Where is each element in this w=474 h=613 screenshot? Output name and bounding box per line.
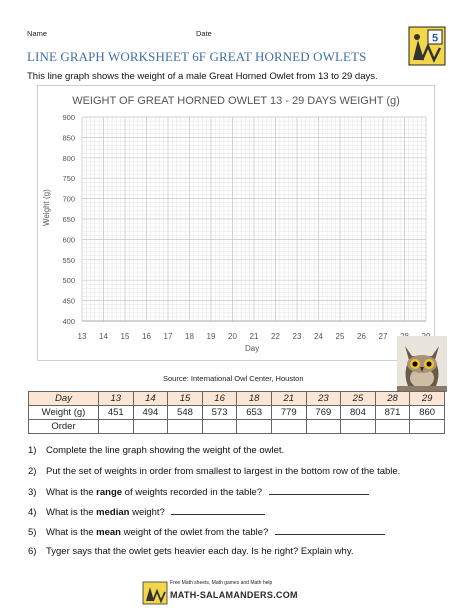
x-tick-label: 18 [185, 332, 194, 341]
y-tick-label: 500 [62, 276, 75, 286]
worksheet-title: LINE GRAPH WORKSHEET 6F GREAT HORNED OWLETS [27, 49, 367, 64]
table-cell-day: 14 [133, 392, 168, 406]
footer-tagline: Free Math sheets, Math games and Math help [170, 580, 273, 586]
x-tick-label: 13 [77, 332, 87, 341]
date-label: Date [196, 29, 212, 38]
logo-number: 5 [431, 32, 439, 45]
table-cell-weight: 494 [133, 406, 168, 420]
table-cell-weight: 451 [99, 406, 134, 420]
question-1: 1) Complete the line graph showing the weight of the owlet. [28, 445, 285, 456]
order-input-cell[interactable] [133, 420, 168, 434]
table-cell-day: 29 [410, 392, 445, 406]
table-cell-day-label: Day [29, 392, 99, 406]
y-tick-label: 400 [62, 317, 75, 326]
question-5: 5) What is the mean weight of the owlet from the table? [28, 526, 385, 538]
table-cell-weight: 860 [410, 406, 445, 420]
y-tick-label: 600 [62, 235, 75, 245]
range-answer-blank[interactable] [269, 486, 369, 495]
question-6: 6) Tyger says that the owlet gets heavier each day. Is he right? Explain why. [28, 546, 354, 557]
table-cell-day: 25 [341, 392, 376, 406]
table-cell-day: 21 [271, 392, 306, 406]
y-tick-label: 650 [62, 215, 75, 224]
x-tick-label: 24 [314, 332, 323, 341]
x-axis-label: Day [245, 344, 260, 353]
order-input-cell[interactable] [410, 420, 445, 434]
table-cell-weight: 804 [341, 406, 376, 420]
order-input-cell[interactable] [341, 420, 376, 434]
table-cell-weight: 779 [271, 406, 306, 420]
intro-text: This line graph shows the weight of a male Great Horned Owlet from 13 to 29 days. [27, 71, 378, 82]
table-cell-weight: 769 [306, 406, 341, 420]
table-cell-weight: 653 [237, 406, 272, 420]
question-2: 2) Put the set of weights in order from smallest to largest in the bottom row of the table. [28, 466, 401, 477]
order-input-cell[interactable] [99, 420, 134, 434]
median-answer-blank[interactable] [171, 506, 265, 515]
table-cell-day: 13 [99, 392, 134, 406]
data-table [28, 391, 445, 434]
y-tick-label: 550 [62, 255, 75, 265]
footer-brand: MATH-SALAMANDERS.COM [170, 590, 298, 600]
order-input-cell[interactable] [168, 420, 203, 434]
table-cell-weight: 871 [375, 406, 410, 420]
table-row-order [29, 420, 445, 434]
y-tick-label: 450 [62, 296, 75, 306]
y-tick-label: 800 [62, 153, 75, 163]
x-tick-label: 25 [335, 332, 345, 341]
chart-title: WEIGHT OF GREAT HORNED OWLET 13 - 29 DAYS WEIGHT (g) [72, 95, 400, 107]
x-tick-label: 17 [163, 332, 173, 341]
table-cell-weight-label: Weight (g) [29, 406, 99, 420]
table-cell-day: 15 [168, 392, 203, 406]
table-row-day [29, 392, 445, 406]
order-input-cell[interactable] [271, 420, 306, 434]
order-input-cell[interactable] [202, 420, 237, 434]
table-cell-order-label: Order [29, 420, 99, 434]
footer-logo-icon [142, 581, 168, 605]
x-tick-label: 21 [249, 332, 259, 341]
y-tick-label: 850 [62, 133, 75, 143]
question-4: 4) What is the median weight? [28, 506, 265, 518]
table-cell-day: 23 [306, 392, 341, 406]
order-input-cell[interactable] [237, 420, 272, 434]
y-tick-label: 700 [62, 194, 75, 204]
table-cell-day: 28 [375, 392, 410, 406]
y-axis-label: Weight (g) [42, 189, 51, 226]
table-cell-weight: 548 [168, 406, 203, 420]
x-tick-label: 23 [292, 332, 302, 341]
x-tick-label: 14 [99, 332, 108, 341]
x-tick-label: 19 [206, 332, 216, 341]
x-tick-label: 16 [142, 332, 151, 341]
source-text: Source: International Owl Center, Houston [163, 374, 304, 383]
y-tick-label: 750 [62, 174, 75, 184]
table-cell-day: 18 [237, 392, 272, 406]
x-tick-label: 20 [228, 332, 237, 341]
mean-answer-blank[interactable] [275, 526, 385, 535]
name-label: Name [27, 29, 48, 38]
x-tick-label: 26 [357, 332, 366, 341]
x-tick-label: 22 [271, 332, 280, 341]
question-3: 3) What is the range of weights recorded in the table? [28, 486, 369, 498]
y-tick-label: 900 [62, 113, 75, 122]
table-cell-weight: 573 [202, 406, 237, 420]
x-tick-label: 15 [120, 332, 130, 341]
table-cell-day: 16 [202, 392, 237, 406]
table-row-weight [29, 406, 445, 420]
order-input-cell[interactable] [306, 420, 341, 434]
x-tick-label: 27 [378, 332, 388, 341]
order-input-cell[interactable] [375, 420, 410, 434]
owl-photo [397, 336, 447, 392]
